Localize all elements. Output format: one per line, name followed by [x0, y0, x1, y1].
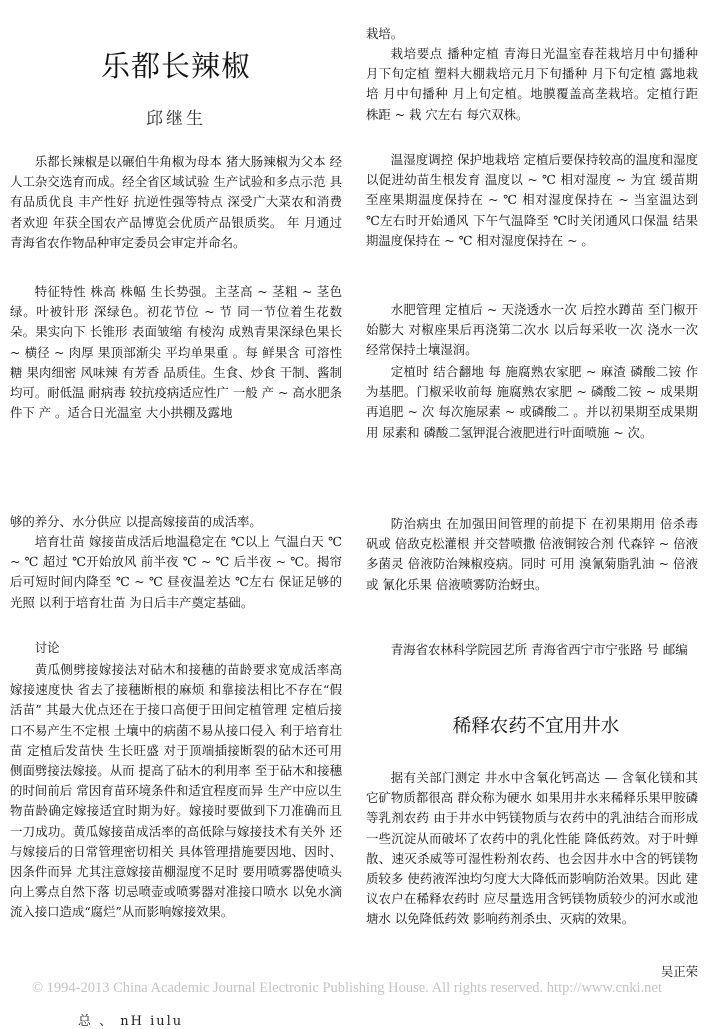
article-title: 乐都长辣椒	[100, 49, 251, 83]
paragraph-characteristics: 特征特性 株高 株幅 生长势强。主茎高 ~ 茎粗 ~ 茎色绿。叶被针形 深绿色。初花节位 ~ 节 同一节位着生花数 朵。果实向下 长锥形 表面皱缩 有棱沟 成熟青果深绿色果长 ~ 横径 ~ 肉厚 果顶部渐尖 平均单果重 。每 鲜果含 可溶性糖 果肉细密 风味辣 有芳香 品质佳。生食、炒食 干制、酱制均可。耐低温 耐病毒 较抗疫病适应性广 一般 产 ~ 高水肥条件下 产 。适合日光温室 大小拱棚及露地	[10, 284, 342, 421]
author-affiliation: 青海省农林科学院园艺所 青海省西宁市宁张路 号 邮编	[390, 642, 688, 657]
article2-signature: 吴正荣	[660, 964, 698, 979]
paragraph-cultivation: 栽培要点 播种定植 青海日光温室春茬栽培月中旬播种 月下旬定植 塑料大棚栽培元月下旬播种 月下旬定植 露地栽培 月中旬播种 月上旬定植。地膜覆盖高垄栽培。定植行距 株距 ~ 栽 穴左右 每穴双株。	[366, 46, 698, 122]
copyright-watermark: © 1994-2013 China Academic Journal Electronic Publishing House. All rights reserved. http://www.cnki.net	[32, 980, 662, 996]
page-footer: 总 、 nH iulu	[78, 1014, 184, 1029]
paragraph-intro: 乐都长辣椒是以碾伯牛角椒为母本 猪大肠辣椒为父本 经人工杂交选育而成。经全省区域试验 生产试验和多点示范 具有品质优良 丰产性好 抗逆性强等特点 深受广大菜农和消费者欢迎 年获全国农产品博览会优质产品银质奖。 年 月通过青海省农作物品种审定委员会审定并命名。	[10, 154, 342, 250]
paragraph-well-water: 据有关部门测定 井水中含氧化钙高达 — 含氧化镁和其它矿物质都很高 群众称为硬水 如果用井水来稀释乐果甲胺磷等乳剂农药 由于井水中钙镁物质与农药中的乳油结合而形成一些沉淀从而破坏了农药中的乳化性能 降低药效。对于叶蝉散、速灭杀威等可湿性粉剂农药、也会因井水中含的钙镁物质较多 使药液浑浊均匀度大大降低而影响防治效果。因此 建议农户在稀释农药时 应尽量选用含钙镁物质较少的河水或池塘水 以免降低药效 影响药剂杀虫、灭病的效果。	[366, 770, 698, 927]
paragraph-seedling: 培育壮苗 嫁接苗成活后地温稳定在 ℃以上 气温白天 ℃ ~ ℃ 超过 ℃开始放风 前半夜 ℃ ~ ℃ 后半夜 ~ ℃。揭帘后可短时间内降至 ℃ ~ ℃ 昼夜温差达 ℃左右 保证足够的光照 以利于培育壮苗 为日后丰产奠定基础。	[10, 534, 342, 610]
article2-title: 稀释农药不宜用井水	[452, 716, 620, 737]
section-heading-discussion: 讨论	[34, 640, 60, 655]
article-author: 邱继生	[146, 109, 206, 129]
paragraph-discussion: 黄瓜侧劈接嫁接法对砧木和接穗的苗龄要求宽成活率高 嫁接速度快 省去了接穗断根的麻烦 和靠接法相比不存在“假活苗” 其最大优点还在于接口高便于田间定植管理 定植后接口不易产生不定根 土壤中的病菌不易从接口侵入 利于培育壮苗 定植后发苗快 生长旺盛 对于顶端插接断裂的砧木还可用侧面劈接法嫁接。从而 提高了砧木的利用率 至于砧木和接穗的时间前后 常因育苗环境条件和适宜程度而异 生产中应以生物苗龄确定嫁接适宜时期为好。嫁接时要做到下刀准确而且一刀成功。黄瓜嫁接苗成活率的高低除与嫁接技术有关外 还与嫁接后的日常管理密切相关 具体管理措施要因地、因时、因条件而异 尤其注意嫁接苗棚湿度不足时 要用喷雾器使喷头向上雾点自然下落 切忌喷壶或喷雾器对准接口喷水 以免水滴流入接口造成“腐烂”从而影响嫁接效果。	[10, 662, 342, 920]
paragraph-temperature: 温湿度调控 保护地栽培 定植后要保持较高的温度和湿度 以促进幼苗生根发育 温度以 ~ ℃ 相对湿度 ~ 为宜 缓苗期至座果期温度保持在 ~ ℃ 相对湿度保持在 ~ 当室温达到 ℃左右时开始通风 下午气温降至 ℃时关闭通风口保温 结果期温度保持在 ~ ℃ 相对湿度保持在 ~ 。	[366, 152, 698, 248]
paragraph-continued: 够的养分、水分供应 以提高嫁接苗的成活率。	[10, 514, 262, 529]
paragraph-continued-right: 栽培。	[366, 26, 404, 41]
paragraph-water: 水肥管理 定植后 ~ 天浇透水一次 后控水蹲苗 至门椒开始膨大 对椒座果后再浇第二次水 以后每采收一次 浇水一次 经常保持土壤湿润。	[366, 302, 698, 358]
paragraph-pest-control: 防治病虫 在加强田间管理的前提下 在初果期用 倍杀毒矾或 倍敌克松灌根 并交替喷撒 倍液铜铵合剂 代森锌 ~ 倍液 多菌灵 倍液防治辣椒疫病。同时 可用 溴氰菊脂乳油 ~ 倍液或 氰化乐果 倍液喷雾防治蚜虫。	[366, 516, 698, 592]
paragraph-fertilizer: 定植时 结合翻地 每 施腐熟农家肥 ~ 麻渣 磷酸二铵 作为基肥。门椒采收前每 施腐熟农家肥 ~ 磷酸二铵 ~ 成果期再追肥 ~ 次 每次施尿素 ~ 或磷酸二 。并以初果期至成果期用 尿素和 磷酸二氢钾混合液肥进行叶面喷施 ~ 次。	[366, 364, 698, 440]
